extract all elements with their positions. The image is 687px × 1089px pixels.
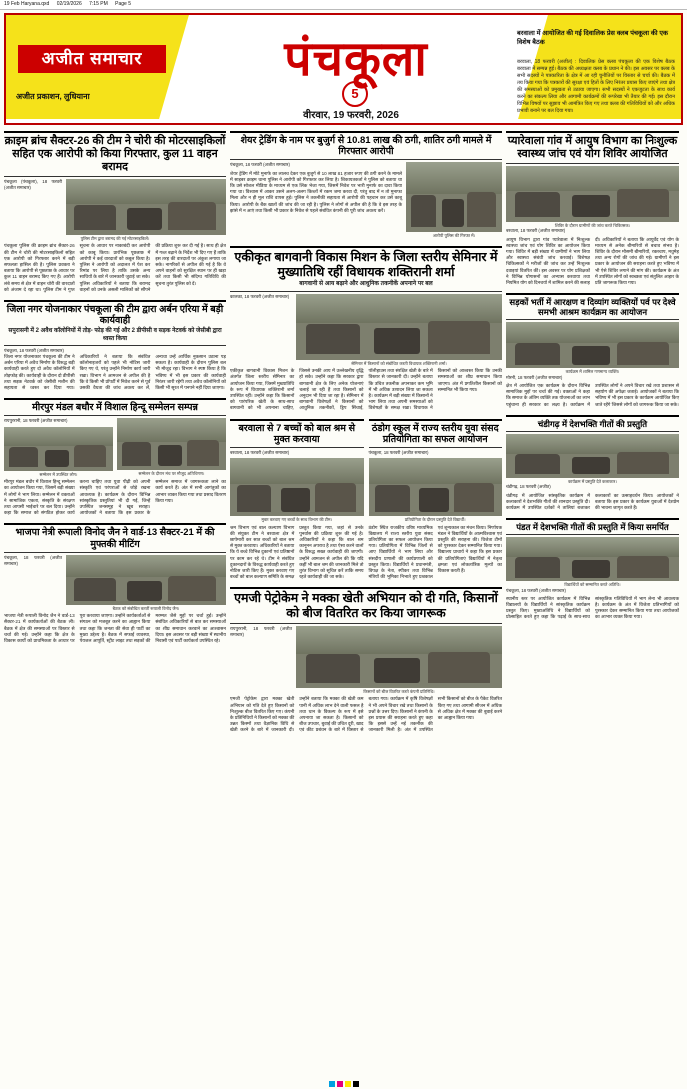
- edition-date: वीरवार, 19 फरवरी, 2026: [303, 110, 399, 121]
- cmyk-registration-marks: [0, 1081, 687, 1087]
- divider: [4, 300, 226, 302]
- masthead-right-panel: [503, 15, 681, 119]
- divider: [230, 291, 502, 292]
- photo-caption: सेमिनार में किसानों को संबोधित करती विधायक शक्तिरानी शर्मा।: [351, 360, 447, 366]
- article-bagwani-mission: [230, 244, 502, 412]
- titlebar-file: 19 Feb Haryana.qxd: [4, 1, 50, 7]
- article-photo-secondary: [117, 418, 226, 470]
- page-number-badge: 5: [342, 81, 368, 107]
- article-pdw-vidhayak: [506, 516, 679, 621]
- article-zila-nagar-yojna: [4, 298, 226, 391]
- column-right: [506, 129, 679, 734]
- photo-caption-secondary: सम्मेलन के दौरान मंच पर मौजूद अतिथिगण।: [138, 471, 205, 477]
- article-bal-shram: [230, 417, 364, 581]
- dateline: रायपुररानी, 18 फरवरी (अजीत समाचार): [4, 418, 68, 424]
- article-photo: [506, 537, 679, 581]
- divider: [369, 419, 503, 421]
- headline: भाजपा नेत्री रूपाली विनोद जैन ने वार्ड-13 सैक्टर-21 में की मुफ्तकी मीटिंग: [15, 527, 215, 550]
- article-body: शेयर ट्रेडिंग में मोटे मुनाफे का लालच देकर एक बुजुर्ग से 10 लाख 81 हजार रुपए की ठगी करने के मामले में साइबर क्राइम थाना पुलिस ने आरोपी को गिरफ्तार कर लिया है। शिकायतकर्ता ने पुलिस को बताया था कि उसे सोशल मीडिया के माध्यम से एक लिंक भेजा गया, जिसमें निवेश पर भारी मुनाफे का दावा किया गया था। विश्वास में आकर उसने अलग-अलग किश्तों में रकम जमा करवा दी, परंतु बाद में न तो मुनाफा मिला और न ही मूल राशि वापस हुई। पुलिस ने तकनीकी सहायता से आरोपी की पहचान कर उसे काबू किया। आरोपी के बैंक खातों की जांच की जा रही है। पुलिस ने लोगों से अपील की है कि वे इस तरह के झांसे में न आएं तथा किसी भी प्रकार के निवेश से पहले संबंधित कंपनी की पूरी जांच अवश्य करें।: [230, 170, 402, 213]
- photo-caption: किसानों को बीज वितरित करते कंपनी प्रतिनिधि।: [363, 688, 435, 694]
- headline: ठंडोग स्कूल में राज्य स्तरीय युवा संसद प्रतियोगिता का सफल आयोजन: [371, 422, 499, 445]
- article-photo: [506, 166, 679, 222]
- dateline: पंचकूला (पंचकूला), 18 फरवरी (अजीत समाचार): [4, 178, 62, 191]
- page-columns: [0, 125, 687, 738]
- dateline: पंचकूला, 18 फरवरी (अजीत समाचार): [4, 347, 64, 353]
- article-thandog-school: [369, 417, 503, 581]
- divider: [230, 447, 364, 448]
- divider: [506, 431, 679, 432]
- masthead-brief-body: बरवाला, 18 फरवरी (अजीत) : दिवालिक प्रेस क्लब पंचकूला की एक विशेष बैठक बरवाला में सम्पन्न हुई। बैठक की अध्यक्षता क्लब के प्रधान ने की। इस अवसर पर क्लब के सभी सदस्यों ने पत्रकारिता के क्षेत्र में आ रही चुनौतियों पर विस्तार से चर्चा की। बैठक में तय किया गया कि पत्रकारों की सुरक्षा एवं हितों के लिए निरंतर प्रयास किए जाएंगे तथा क्षेत्र की समस्याओं को प्रमुखता से उठाया जाएगा। सभी सदस्यों ने एकजुटता के साथ कार्य करने का संकल्प लिया और आगामी कार्यक्रमों की रूपरेखा भी तैयार की गई। इस दौरान विभिन्न विषयों पर सुझाव भी आमंत्रित किए गए तथा क्लब की गतिविधियों को और अधिक प्रभावी बनाने पर बल दिया गया।: [517, 59, 675, 114]
- publication-subtitle: अजीत प्रकाशन, लुधियाना: [16, 92, 90, 101]
- article-photo: [4, 427, 113, 471]
- article-photo: [230, 458, 364, 516]
- photo-caption: कार्यक्रम में शामिल गणमान्य व्यक्ति।: [565, 369, 620, 375]
- divider: [230, 419, 364, 421]
- article-crime-branch: [4, 129, 226, 293]
- article-photo: [296, 294, 502, 360]
- article-hindu-sammelan: [4, 396, 226, 516]
- article-photo: [66, 555, 226, 605]
- article-morni-shivir: [506, 291, 679, 408]
- divider: [230, 131, 502, 133]
- headline: एकीकृत बागवानी विकास मिशन के जिला स्तरीय सेमिनार में मुख्यातिथि रहीं विधायक शक्तिरानी शर्मा: [234, 249, 498, 279]
- article-pyarewala-camp: [506, 129, 679, 286]
- photo-caption: सम्मेलन में उपस्थित लोग।: [39, 471, 78, 477]
- divider: [506, 415, 679, 417]
- two-article-block: [230, 417, 502, 581]
- divider: [506, 518, 679, 520]
- photo-caption: बैठक को संबोधित करतीं रूपाली विनोद जैन।: [112, 605, 180, 611]
- headline: पंडत में देशभक्ति गीतों की प्रस्तुति में किया समर्पित: [516, 522, 669, 533]
- divider: [506, 319, 679, 320]
- edition-title: पंचकूला: [284, 33, 428, 86]
- headline: क्राइम ब्रांच सैक्टर-26 की टीम ने चोरी की मोटरसाइकिलों सहित एक आरोपी को किया गिरफ्तार, कुल 11 वाहन बरामद: [4, 135, 226, 173]
- headline: एमजी पेट्रोकेम ने मक्का खेती अभियान को दी गति, किसानों को बीज वितरित कर किया जागरूक: [234, 591, 498, 621]
- divider: [230, 587, 502, 589]
- dateline: पंचकूला, 18 फरवरी (अजीत समाचार): [368, 449, 429, 455]
- divider: [4, 523, 226, 525]
- publication-logo: अजीत समाचार: [18, 45, 166, 73]
- divider: [4, 415, 226, 416]
- article-photo: [506, 322, 679, 368]
- titlebar-date: 02/19/2026: [56, 1, 82, 7]
- dateline: पंचकूला, 18 फरवरी (अजीत समाचार): [230, 162, 290, 168]
- article-body: एकीकृत बागवानी विकास मिशन के अंतर्गत जिला स्तरीय सेमिनार का आयोजन किया गया, जिसमें मुख्यातिथि के रूप में विधायक शक्तिरानी शर्मा उपस्थित रहीं। उन्होंने कहा कि किसानों को पारंपरिक खेती के साथ-साथ बागवानी को भी अपनाना चाहिए, जिससे उनकी आय में उल्लेखनीय वृद्धि हो सके। उन्होंने कहा कि सरकार द्वारा बागवानी क्षेत्र के लिए अनेक योजनाएं चलाई जा रही हैं तथा किसानों को अनुदान भी दिया जा रहा है। सेमिनार में बागवानी विशेषज्ञों ने किसानों को आधुनिक तकनीकों, ड्रिप सिंचाई, पॉलीहाउस तथा संरक्षित खेती के बारे में विस्तार से जानकारी दी। उन्होंने बताया कि उचित तकनीक अपनाकर कम भूमि में भी अधिक उत्पादन लिया जा सकता है। कार्यक्रम में बड़ी संख्या में किसानों ने भाग लिया तथा अपनी समस्याओं को विशेषज्ञों के समक्ष रखा। विधायक ने किसानों को आश्वस्त किया कि उनकी समस्याओं का शीघ्र समाधान किया जाएगा। अंत में प्रगतिशील किसानों को सम्मानित भी किया गया।: [230, 368, 502, 411]
- article-body: पंचकूला पुलिस की क्राइम ब्रांच सैक्टर-26 की टीम ने चोरी की मोटरसाइकिलों सहित एक आरोपी को गिरफ्तार करने में बड़ी सफलता हासिल की है। पुलिस प्रवक्ता ने बताया कि आरोपी से पूछताछ के आधार पर कुल 11 वाहन बरामद किए गए हैं। आरोपी लंबे समय से क्षेत्र में वाहन चोरी की वारदातों को अंजाम दे रहा था। पुलिस टीम ने गुप्त सूचना के आधार पर नाकाबंदी कर आरोपी को काबू किया। प्रारंभिक पूछताछ में आरोपी ने कई वारदातों को कबूल किया है। पुलिस ने आरोपी को अदालत में पेश कर रिमांड पर लिया है ताकि उसके अन्य साथियों के बारे में जानकारी जुटाई जा सके। पुलिस अधिकारियों ने बताया कि बरामद वाहनों को उनके असली मालिकों को सौंपने की प्रक्रिया शुरू कर दी गई है। साथ ही क्षेत्र में गश्त बढ़ाने के निर्देश भी दिए गए हैं ताकि इस तरह की वारदातों पर अंकुश लगाया जा सके। नागरिकों से अपील की गई है कि वे अपने वाहनों को सुरक्षित स्थान पर ही खड़ा करें तथा किसी भी संदिग्ध गतिविधि की सूचना तुरंत पुलिस को दें।: [4, 243, 226, 292]
- headline: जिला नगर योजनाकार पंचकूला की टीम द्वारा अर्बन एरिया में बड़ी कार्यवाही: [6, 304, 224, 327]
- article-photo: [506, 434, 679, 478]
- article-bjp-meeting: [4, 521, 226, 644]
- column-center: [230, 129, 502, 734]
- article-body: स्थानीय स्तर पर आयोजित कार्यक्रम में विभिन्न विद्यालयों के विद्यार्थियों ने सांस्कृतिक कार्यक्रम प्रस्तुत किए। मुख्यअतिथि ने विद्यार्थियों को प्रोत्साहित करते हुए कहा कि पढ़ाई के साथ-साथ सांस्कृतिक गतिविधियों में भाग लेना भी आवश्यक है। कार्यक्रम के अंत में विजेता प्रतिभागियों को पुरस्कार देकर सम्मानित किया गया तथा आयोजकों का आभार व्यक्त किया गया।: [506, 595, 679, 620]
- photo-caption: मुक्त करवाए गए बच्चों के साथ विभाग की टीम।: [261, 517, 333, 523]
- article-body: श्रम विभाग एवं बाल कल्याण विभाग की संयुक्त टीम ने बरवाला क्षेत्र में छापेमारी कर सात बच्चों को बाल श्रम से मुक्त करवाया। अधिकारियों ने बताया कि ये बच्चे विभिन्न दुकानों एवं प्रतिष्ठानों पर काम कर रहे थे। टीम ने संबंधित दुकानदारों के विरुद्ध कार्यवाही करते हुए नोटिस जारी किए हैं। मुक्त करवाए गए बच्चों को बाल कल्याण समिति के समक्ष प्रस्तुत किया गया, जहां से उनके पुनर्वास की प्रक्रिया शुरू की गई है। अधिकारियों ने कहा कि बाल श्रम कानूनन अपराध है तथा ऐसा करने वालों के विरुद्ध सख्त कार्यवाही की जाएगी। उन्होंने आमजन से अपील की कि यदि कहीं भी बाल श्रम की जानकारी मिले तो तुरंत विभाग को सूचित करें ताकि समय रहते कार्यवाही की जा सके।: [230, 524, 364, 580]
- divider: [369, 447, 503, 448]
- article-photo: [296, 626, 502, 688]
- headline: सड़कों भर्ती में आरक्षण व दिव्यांग व्यक्तियों पर्व पर देश्वे समभी आश्रम कार्यक्रम का आयोजन: [509, 297, 676, 318]
- article-photo: [66, 179, 226, 235]
- dateline: बरवाला, 18 फरवरी (अजीत समाचार): [506, 228, 566, 234]
- divider: [506, 534, 679, 535]
- divider: [506, 163, 679, 164]
- article-share-trading: [230, 129, 502, 239]
- article-body: क्षेत्र में आयोजित एक कार्यक्रम के दौरान विभिन्न सामाजिक मुद्दों पर चर्चा की गई। वक्ताओं ने कहा कि समाज के अंतिम व्यक्ति तक योजनाओं का लाभ पहुंचाना ही सरकार का लक्ष्य है। कार्यक्रम में उपस्थित लोगों ने अपने विचार रखे तथा प्रशासन से सहयोग की अपेक्षा जताई। आयोजकों ने बताया कि भविष्य में भी इस प्रकार के कार्यक्रम आयोजित किए जाते रहेंगे जिससे लोगों को जागरूक किया जा सके।: [506, 383, 679, 407]
- dateline: पंचकूला, 18 फरवरी (अजीत समाचार): [4, 554, 62, 566]
- headline: चंडीगढ़ में देशभक्ति गीतों की प्रस्तुति: [537, 418, 648, 429]
- headline: बरवाला से 7 बच्चों को बाल श्रम से मुक्त करवाया: [238, 422, 356, 445]
- titlebar-page: Page 5: [115, 1, 131, 7]
- photo-caption: विद्यार्थियों को सम्मानित करते अतिथि।: [564, 582, 621, 588]
- subheadline: सपुरासनी में 2 अवैध कॉलोनियों में तोड़- फोड़ की गई और 2 डीपीसी व सड़क नेटवर्क को जेसीबी द्वारा ध्वस्त किया: [8, 328, 222, 342]
- article-body: मीरपुर मंडल बधौर में विशाल हिन्दू सम्मेलन का आयोजन किया गया, जिसमें बड़ी संख्या में लोगों ने भाग लिया। सम्मेलन में वक्ताओं ने सामाजिक एकता, संस्कृति के संरक्षण तथा आपसी भाईचारे पर बल दिया। उन्होंने कहा कि समाज को संगठित होकर कार्य करना चाहिए तथा युवा पीढ़ी को अपनी संस्कृति एवं परंपराओं से जोड़े रखना आवश्यक है। कार्यक्रम के दौरान विभिन्न सांस्कृतिक प्रस्तुतियां भी दी गईं, जिन्हें उपस्थित जनसमूह ने खूब सराहा। आयोजकों ने बताया कि इस प्रकार के सम्मेलन समाज में जागरूकता लाने का कार्य करते हैं। अंत में सभी आगंतुकों का आभार व्यक्त किया गया तथा प्रसाद वितरण किया गया।: [4, 479, 226, 516]
- photo-caption: आरोपी पुलिस की गिरफ्त में।: [432, 233, 476, 239]
- dateline: रायपुररानी, 18 फरवरी (अजीत समाचार): [230, 625, 292, 638]
- article-chandigarh-vidhan: [506, 413, 679, 511]
- photo-caption: कार्यक्रम में प्रस्तुति देते कलाकार।: [568, 478, 617, 484]
- article-body: आयुष विभाग द्वारा गांव प्यारेवाला में निःशुल्क स्वास्थ्य जांच एवं योग शिविर का आयोजन किया गया। शिविर में बड़ी संख्या में ग्रामीणों ने भाग लिया और स्वास्थ्य संबंधी जांच करवाई। विशेषज्ञ चिकित्सकों ने मरीजों की जांच कर उन्हें निःशुल्क दवाइयां वितरित कीं। इस अवसर पर योग प्रशिक्षकों ने विभिन्न योगासनों का अभ्यास करवाया तथा नियमित योग को दिनचर्या में शामिल करने की सलाह दी। अधिकारियों ने बताया कि आयुर्वेद एवं योग के माध्यम से अनेक बीमारियों से बचाव संभव है। शिविर के दौरान मौसमी बीमारियों, रक्तचाप, मधुमेह तथा अन्य रोगों की जांच की गई। ग्रामीणों ने इस प्रकार के आयोजन की सराहना करते हुए भविष्य में भी ऐसे शिविर लगाने की मांग की। कार्यक्रम के अंत में उपस्थित लोगों को स्वच्छता एवं संतुलित आहार के प्रति जागरूक किया गया।: [506, 236, 679, 286]
- titlebar-time: 7:15 PM: [89, 1, 108, 7]
- divider: [506, 293, 679, 295]
- column-left: [4, 129, 226, 734]
- headline: प्यारेवाला गांव में आयुष विभाग का निःशुल्क स्वास्थ्य जांच एवं योग शिविर आयोजित: [507, 135, 678, 160]
- divider: [4, 176, 226, 177]
- article-mg-petrochem: [230, 585, 502, 733]
- divider: [230, 623, 502, 624]
- divider: [4, 131, 226, 133]
- divider: [4, 345, 226, 346]
- photo-caption: प्रतियोगिता के दौरान प्रस्तुति देते विद्यार्थी।: [404, 517, 466, 523]
- divider: [4, 398, 226, 400]
- divider: [4, 552, 226, 553]
- divider: [230, 159, 502, 160]
- headline: मीरपुर मंडल बधौर में विशाल हिन्दू सम्मेलन सम्पन्न: [32, 402, 198, 414]
- article-body: ठंडोग स्थित राजकीय वरिष्ठ माध्यमिक विद्यालय में राज्य स्तरीय युवा संसद प्रतियोगिता का सफल आयोजन किया गया। प्रतियोगिता में विभिन्न जिलों से आए विद्यार्थियों ने भाग लिया और संसदीय प्रणाली की कार्यप्रणाली को प्रस्तुत किया। विद्यार्थियों ने प्रधानमंत्री, विपक्ष के नेता, स्पीकर तथा विभिन्न मंत्रियों की भूमिका निभाते हुए प्रश्नकाल एवं शून्यकाल का मंचन किया। निर्णायक मंडल ने विद्यार्थियों के आत्मविश्वास एवं प्रस्तुति की सराहना की। विजेता टीमों को पुरस्कार देकर सम्मानित किया गया। विद्यालय प्राचार्य ने कहा कि इस प्रकार की प्रतियोगिताएं विद्यार्थियों में नेतृत्व क्षमता एवं लोकतांत्रिक मूल्यों का विकास करती हैं।: [368, 524, 502, 580]
- masthead: [4, 13, 683, 125]
- headline: शेयर ट्रेडिंग के नाम पर बुजुर्ग से 10.81 लाख की ठगी, शातिर ठगी मामले में गिरफ्तार आरोपी: [240, 135, 492, 158]
- divider: [230, 246, 502, 248]
- divider: [506, 131, 679, 133]
- masthead-brief-headline: बरवाला में आयोजित की गई दिवालिक प्रेस क्लब पंचकूला की एक विशेष बैठक: [517, 30, 668, 46]
- photo-caption: पुलिस टीम द्वारा बरामद की गई मोटरसाइकिलें।: [80, 235, 150, 241]
- subheadline: बागवानी से आय बढ़ाने और आधुनिक तकनीकें अपनाने पर बल: [299, 281, 433, 288]
- article-body: भाजपा नेत्री रूपाली विनोद जैन ने वार्ड-13 सैक्टर-21 में कार्यकर्ताओं की बैठक ली। बैठक में क्षेत्र की समस्याओं पर विस्तार से चर्चा की गई। उन्होंने कहा कि क्षेत्र के विकास कार्यों को प्राथमिकता के आधार पर पूरा करवाया जाएगा। उन्होंने कार्यकर्ताओं से संगठन को मजबूत करने का आह्वान किया तथा कहा कि जनता की सेवा ही पार्टी का मुख्य उद्देश्य है। बैठक में सफाई व्यवस्था, पेयजल आपूर्ति, स्ट्रीट लाइट तथा सड़कों की मरम्मत जैसे मुद्दों पर चर्चा हुई। उन्होंने संबंधित अधिकारियों से बात कर समस्याओं का शीघ्र समाधान करवाने का आश्वासन दिया। इस अवसर पर बड़ी संख्या में स्थानीय निवासी एवं पार्टी कार्यकर्ता उपस्थित रहे।: [4, 613, 226, 644]
- article-body: एमजी पेट्रोकेम द्वारा मक्का खेती अभियान को गति देते हुए किसानों को निःशुल्क बीज वितरित किए गए। कंपनी के प्रतिनिधियों ने किसानों को मक्का की उन्नत किस्मों तथा वैज्ञानिक विधि से खेती करने के बारे में जानकारी दी। उन्होंने बताया कि मक्का की खेती कम पानी में अधिक लाभ देने वाली फसल है तथा धान के विकल्प के रूप में इसे अपनाया जा सकता है। किसानों को बीज उपचार, बुवाई की उचित दूरी, खाद एवं कीट प्रबंधन के बारे में विस्तार से बताया गया। कार्यक्रम में कृषि विशेषज्ञों ने भी अपने विचार रखे तथा किसानों के प्रश्नों के उत्तर दिए। किसानों ने कंपनी के इस प्रयास की सराहना करते हुए कहा कि इससे उन्हें नई तकनीक की जानकारी मिली है। अंत में उपस्थित सभी किसानों को बीज के पैकेट वितरित किए गए तथा आगामी सीजन में अधिक से अधिक क्षेत्र में मक्का की बुवाई करने का आह्वान किया गया।: [230, 696, 502, 733]
- dateline: कालका, 18 फरवरी (अजीत समाचार): [230, 293, 290, 299]
- dateline: मोरनी, 18 फरवरी (अजीत समाचार): [506, 374, 563, 380]
- dateline: पंचकूला, 18 फरवरी (अजीत समाचार): [506, 587, 566, 593]
- dateline: बरवाला, 18 फरवरी (अजीत समाचार): [230, 449, 290, 455]
- photo-caption: शिविर के दौरान ग्रामीणों की जांच करते चिकित्सक।: [554, 222, 631, 228]
- dateline: चंडीगढ़, 18 फरवरी (अजीत): [506, 484, 551, 490]
- article-photo: [406, 162, 502, 232]
- article-body: चंडीगढ़ में आयोजित सांस्कृतिक कार्यक्रम में कलाकारों ने देशभक्ति गीतों की शानदार प्रस्तुति दी। कार्यक्रम में उपस्थित दर्शकों ने तालियां बजाकर कलाकारों का उत्साहवर्धन किया। आयोजकों ने बताया कि इस प्रकार के कार्यक्रम युवाओं में देशप्रेम की भावना जागृत करते हैं।: [506, 492, 679, 510]
- article-photo: [369, 458, 503, 516]
- article-body: जिला नगर योजनाकार पंचकूला की टीम ने अर्बन एरिया में अवैध निर्माण के विरुद्ध बड़ी कार्यवाही करते हुए दो अवैध कॉलोनियों में तोड़फोड़ की। कार्यवाही के दौरान दो डीपीसी तथा सड़क नेटवर्क को जेसीबी मशीन की सहायता से ध्वस्त कर दिया गया। अधिकारियों ने बताया कि संबंधित कॉलोनाइजरों को पहले भी नोटिस जारी किए गए थे, परंतु उन्होंने निर्माण कार्य जारी रखा। विभाग ने आमजन से अपील की है कि वे किसी भी प्रॉपर्टी में निवेश करने से पूर्व उसकी वैधता की जांच अवश्य कर लें, अन्यथा उन्हें आर्थिक नुकसान उठाना पड़ सकता है। कार्यवाही के दौरान पुलिस बल भी मौजूद रहा। विभाग ने स्पष्ट किया है कि भविष्य में भी इस प्रकार की कार्यवाही निरंतर जारी रहेगी तथा अवैध कॉलोनियों को किसी भी सूरत में पनपने नहीं दिया जाएगा।: [4, 354, 226, 391]
- window-titlebar: [0, 0, 687, 10]
